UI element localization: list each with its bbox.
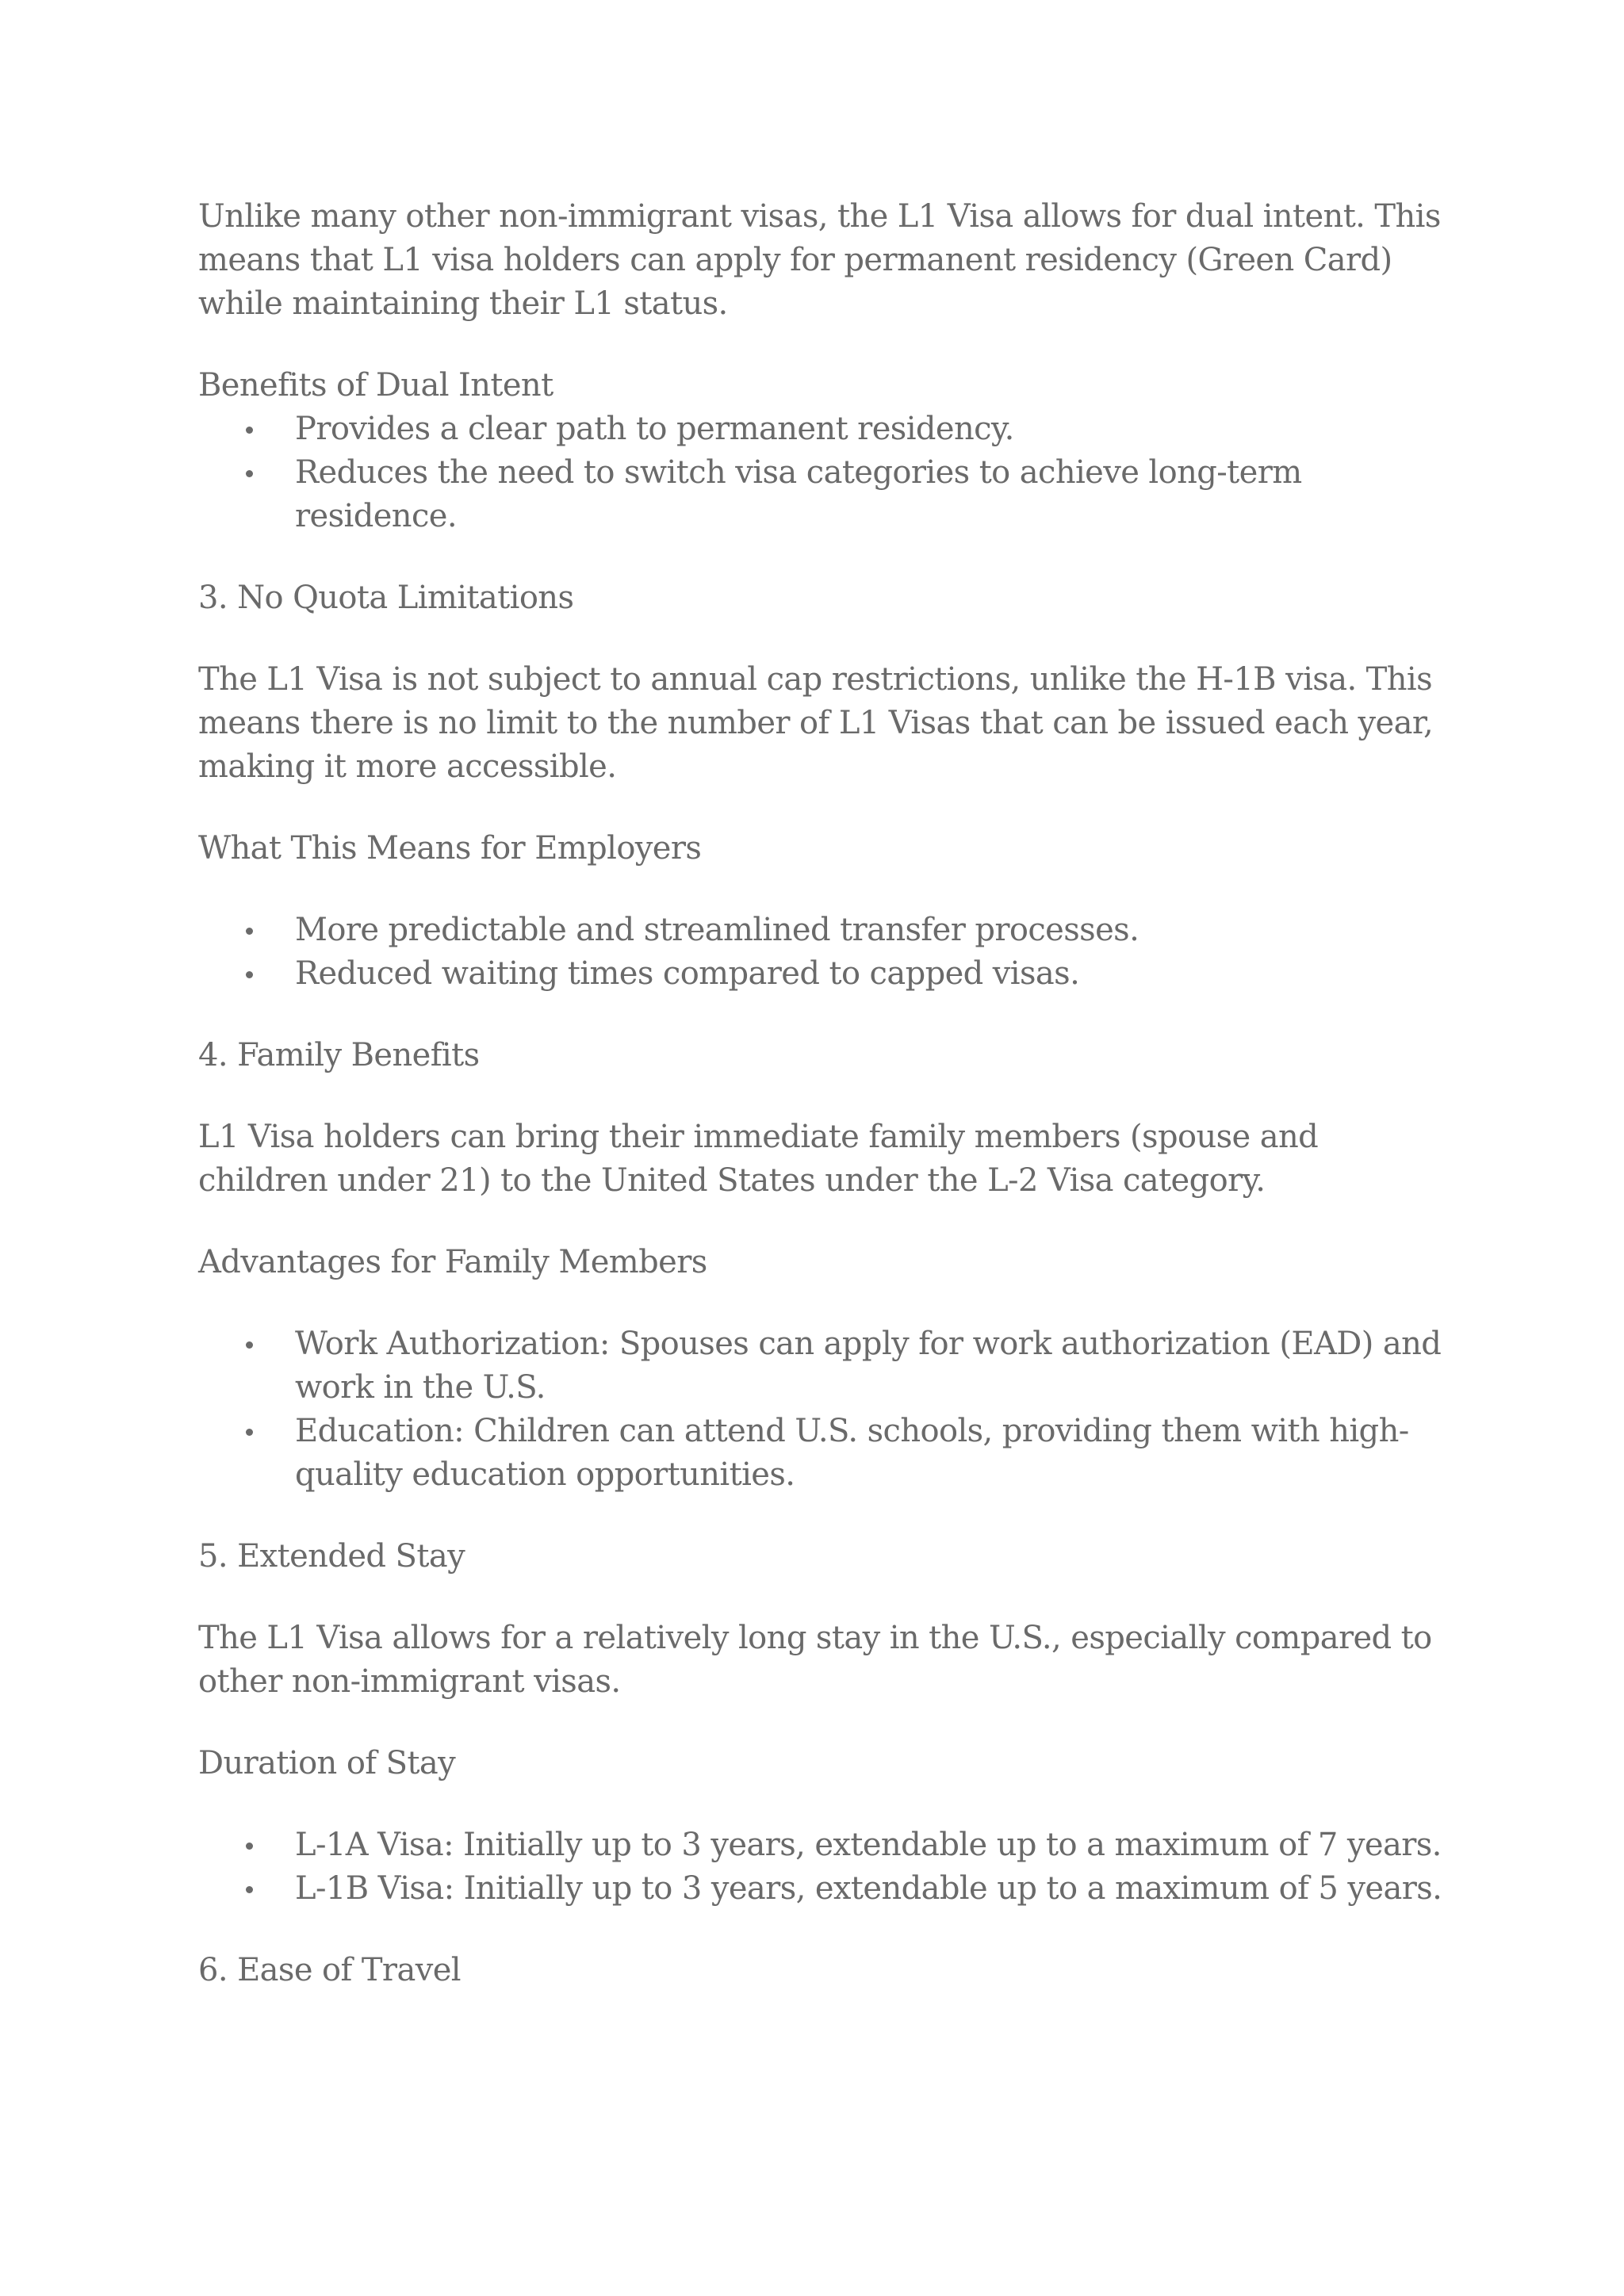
bullet-icon bbox=[246, 1843, 253, 1850]
bullet-list-employers bbox=[198, 909, 1451, 996]
bullet-icon bbox=[246, 971, 253, 978]
heading-no-quota: 3. No Quota Limitations bbox=[198, 580, 574, 616]
subheading-duration-of-stay: Duration of Stay bbox=[198, 1745, 456, 1781]
list-item: Reduced waiting times compared to capped visas. bbox=[295, 952, 1451, 996]
heading-extended-stay: 5. Extended Stay bbox=[198, 1538, 465, 1575]
subheading-family-advantages: Advantages for Family Members bbox=[198, 1244, 707, 1280]
list-item: Provides a clear path to permanent residency. bbox=[295, 408, 1451, 451]
bullet-list-family bbox=[198, 1322, 1451, 1497]
bullet-icon bbox=[246, 470, 253, 477]
list-item: L-1A Visa: Initially up to 3 years, extendable up to a maximum of 7 years. bbox=[295, 1823, 1451, 1867]
list-item: More predictable and streamlined transfer processes. bbox=[295, 909, 1451, 952]
list-item: L-1B Visa: Initially up to 3 years, extendable up to a maximum of 5 years. bbox=[295, 1867, 1451, 1911]
bullet-list-duration bbox=[198, 1823, 1451, 1911]
bullet-icon bbox=[246, 928, 253, 935]
subheading-employers: What This Means for Employers bbox=[198, 830, 702, 867]
document-page bbox=[198, 195, 1451, 1992]
bullet-icon bbox=[246, 1341, 253, 1349]
paragraph-no-quota: The L1 Visa is not subject to annual cap restrictions, unlike the H-1B visa. This means there is no limit to the number of L1 Visas that can be issued each year, making it more accessible. bbox=[198, 661, 1434, 785]
subheading-benefits-dual-intent: Benefits of Dual Intent bbox=[198, 367, 553, 404]
heading-family-benefits: 4. Family Benefits bbox=[198, 1037, 480, 1073]
bullet-icon bbox=[246, 1886, 253, 1893]
list-item: Work Authorization: Spouses can apply for work authorization (EAD) and work in the U.S. bbox=[295, 1322, 1451, 1410]
heading-ease-of-travel: 6. Ease of Travel bbox=[198, 1952, 461, 1988]
bullet-list-dual-intent bbox=[198, 408, 1451, 538]
paragraph-dual-intent: Unlike many other non-immigrant visas, the L1 Visa allows for dual intent. This means that L1 visa holders can apply for permanent residency (Green Card) while maintaining their L1 status. bbox=[198, 198, 1441, 322]
list-item: Reduces the need to switch visa categories to achieve long-term residence. bbox=[295, 451, 1451, 538]
paragraph-family-benefits: L1 Visa holders can bring their immediate family members (spouse and children under 21) to the United States under the L-2 Visa category. bbox=[198, 1119, 1319, 1199]
list-item: Education: Children can attend U.S. schools, providing them with high-quality education opportunities. bbox=[295, 1410, 1451, 1497]
bullet-icon bbox=[246, 1429, 253, 1436]
bullet-icon bbox=[246, 427, 253, 434]
paragraph-extended-stay: The L1 Visa allows for a relatively long stay in the U.S., especially compared to other non-immigrant visas. bbox=[198, 1620, 1432, 1700]
